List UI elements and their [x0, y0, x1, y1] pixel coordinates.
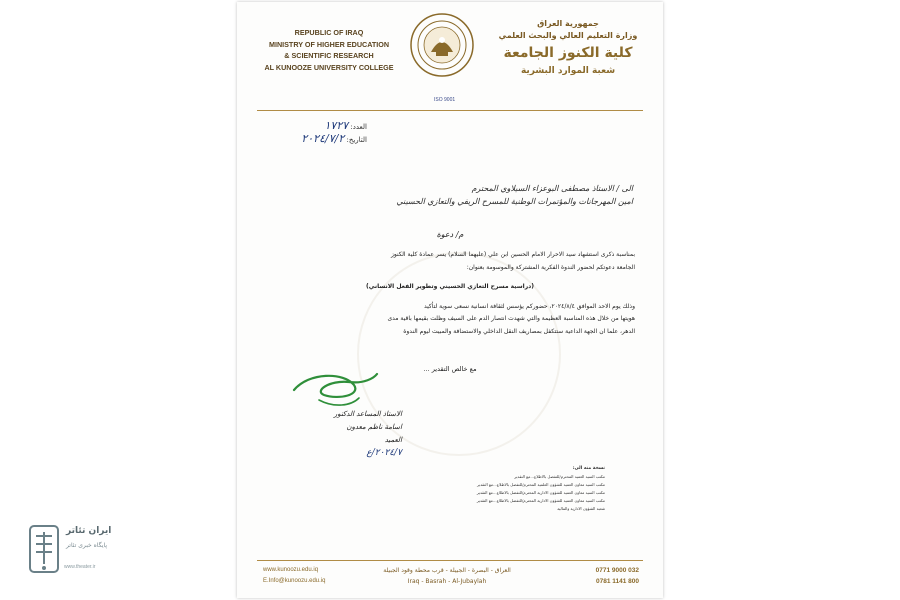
iran-theater-logo-icon [26, 520, 62, 578]
copies-item: شعبة الشؤون الادارية والمالية [557, 506, 605, 511]
badge-subtitle: پایگاه خبری تئاتر [66, 542, 108, 549]
body-line: الجامعة دعوتكم لحضور الندوة الفكرية المشتركة والموسومة بعنوان: [466, 263, 635, 271]
iso-badge: ISO 9001 [434, 97, 456, 103]
signatory-position: العميد [384, 436, 402, 444]
recipient-line: امين المهرجانات والمؤتمرات الوطنية للمسرح الريفي والتعازي الحسيني [396, 197, 633, 206]
footer-address-ar: العراق - البصرة - الجبيلة - قرب محطة وقود الجبيلة [383, 567, 511, 574]
body-line: هويتها من خلال هذه المناسبة العظيمة والتي شهدت انتصار الدم على السيف وظلت بقيمها باقية مدى [387, 315, 635, 322]
footer-address-en: Iraq - Basrah - Al-Jubaylah [407, 578, 487, 585]
signatory-block [292, 408, 402, 460]
copies-item: مكتب السيد العميد المحترم/للتفضل بالاطلاع...مع التقدير [514, 474, 605, 479]
college-seal-logo [409, 12, 475, 78]
subject-line: م/ دعوة [436, 230, 464, 239]
copies-item: مكتب السيد معاون العميد للشؤون العلمية المحترم/للتفضل بالاطلاع...مع التقدير [477, 482, 605, 487]
header-english [259, 27, 399, 73]
copies-heading: نسخة منه الى: [572, 466, 605, 471]
badge-url: www.theater.ir [64, 564, 96, 570]
header-divider [257, 110, 643, 111]
header-ar-department: شعبة الموارد البشرية [520, 66, 616, 76]
event-title: (دراسية مسرح التعازي الحسيني وتطوير الفعل الانساني) [366, 283, 534, 290]
header-ar-ministry: وزارة التعليم العالي والبحث العلمي [498, 31, 638, 40]
body-line: وذلك يوم الاحد الموافق ٢٠٢٤/٨/٤، حضوركم يؤسس لثقافة انسانية نسعى سوية لتأكيد [423, 302, 635, 310]
signatory-date: ٢٠٢٤/٧/ع [366, 448, 402, 458]
closing-line: مع خالص التقدير ... [423, 365, 477, 373]
header-en-line: & SCIENTIFIC RESEARCH [284, 51, 374, 60]
header-en-line: MINISTRY OF HIGHER EDUCATION [268, 39, 390, 49]
letter-body [265, 249, 635, 338]
recipient-block [333, 182, 633, 208]
header-arabic [493, 18, 643, 78]
header-en-line: AL KUNOOZE UNIVERSITY COLLEGE [264, 62, 394, 72]
badge-name: ایران تئاتر [66, 526, 112, 536]
footer-address [337, 565, 557, 587]
recipient-line: الى / الاستاذ مصطفى البوعزاء السيلاوي المحترم [471, 184, 633, 193]
ref-date-label: التاريخ: [346, 136, 367, 144]
footer-divider [257, 560, 643, 561]
header-en-line: REPUBLIC OF IRAQ [294, 28, 364, 37]
footer-phone: 0781 1141 800 [595, 578, 639, 585]
iran-theater-watermark [26, 520, 121, 580]
footer-website: www.kunoozu.edu.iq [263, 567, 319, 573]
signatory-name: اسامة ناظم معدون [346, 423, 402, 431]
copies-item: مكتب السيد معاون العميد للشؤون الادارية المحترم/للتفضل بالاطلاع...مع التقدير [476, 498, 605, 503]
header-ar-country: جمهورية العراق [537, 19, 599, 28]
body-line: الدهر، علما ان الجهة الداعية ستتكفل بمصاريف النقل الداخلي والاستضافة والمبيت ليوم الندوة [403, 327, 635, 335]
footer-phone: 0771 9000 032 [595, 567, 639, 574]
signatory-title: الاستاذ المساعد الدكتور [333, 410, 402, 418]
body-line: بمناسبة ذكرى استشهاد سيد الاحرار الامام الحسين ابن علي (عليهما السلام) يسر عمادة كلية الكنوز [390, 251, 635, 258]
copies-list [405, 465, 605, 513]
letter-page [237, 2, 663, 598]
ref-date-value: ٢٠٢٤/٧/٢ [301, 132, 345, 145]
header-ar-college: كلية الكنوز الجامعة [503, 45, 633, 61]
footer-email: E.Info@kunoozu.edu.iq [263, 578, 326, 584]
copies-item: مكتب السيد معاون العميد للشؤون الادارية المحترم/للتفضل بالاطلاع...مع التقدير [476, 490, 605, 495]
ref-number-value: ١٧٢٧ [324, 119, 349, 132]
footer-phones [596, 565, 639, 587]
ref-number-label: العدد: [350, 123, 367, 131]
footer-contacts [263, 565, 325, 587]
reference-block [277, 120, 367, 146]
